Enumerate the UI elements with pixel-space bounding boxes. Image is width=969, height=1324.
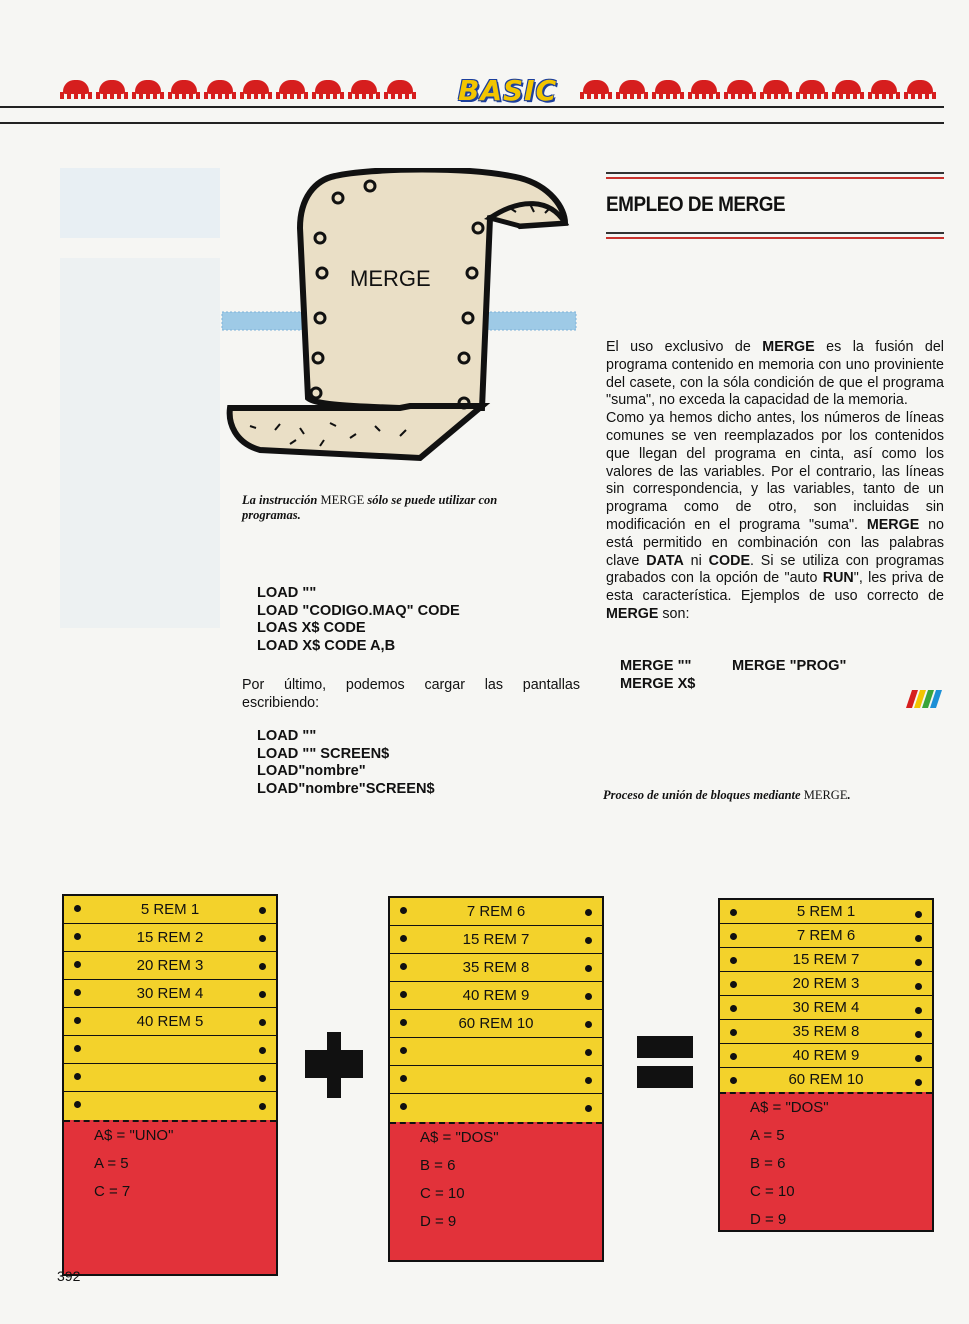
show-through-panel: [60, 168, 220, 238]
program-block-1: [62, 894, 278, 1276]
line-text: 40 REM 9: [462, 987, 530, 1004]
code-line: LOAD "CODIGO.MAQ" CODE: [257, 602, 460, 619]
program-line: [64, 952, 276, 980]
paragraph: El uso exclusivo de MERGE es la fusión del programa contenido en memoria con uno proviniente del casete, con la sóla condición de que el programa "suma", no exceda la capacidad de la memoria.: [606, 339, 944, 409]
scroll-label: MERGE: [350, 266, 431, 291]
program-line: [720, 924, 932, 948]
variable-value: D = 9: [750, 1211, 787, 1228]
program-line: [390, 1010, 602, 1038]
program-line: [390, 954, 602, 982]
program-line: [720, 1020, 932, 1044]
equals-sign-bottom: [637, 1066, 693, 1088]
equals-sign-top: [637, 1036, 693, 1058]
program-line: [720, 1044, 932, 1068]
program-line: [720, 996, 932, 1020]
program-line: [390, 982, 602, 1010]
line-text: 15 REM 2: [136, 929, 204, 946]
plus-sign-horizontal: [305, 1050, 363, 1078]
code-line: LOAS X$ CODE: [257, 620, 366, 637]
variable-value: A = 5: [750, 1127, 785, 1144]
program-line: [720, 972, 932, 996]
program-line: [390, 898, 602, 926]
line-text: 20 REM 3: [136, 957, 204, 974]
code-line: MERGE "PROG": [732, 658, 847, 674]
variable-value: A$ = "UNO": [94, 1127, 174, 1144]
header-bugs-left: [60, 78, 416, 104]
variables-area: [64, 1120, 276, 1274]
program-line: [720, 1068, 932, 1092]
code-line: LOAD"nombre": [257, 763, 366, 780]
spectrum-stripes-icon: [900, 690, 942, 708]
line-text: 35 REM 8: [792, 1023, 860, 1040]
program-line: [390, 926, 602, 954]
program-line: [64, 1036, 276, 1064]
program-lines: [390, 898, 602, 1122]
body-text: [606, 339, 944, 624]
code-line: LOAD X$ CODE A,B: [257, 637, 396, 654]
program-block-2: [388, 896, 604, 1262]
code-line: LOAD "": [257, 585, 317, 601]
line-text: 30 REM 4: [792, 999, 860, 1016]
variable-value: D = 9: [420, 1213, 457, 1230]
variable-value: A = 5: [94, 1155, 129, 1172]
code-block-merge: [620, 658, 920, 693]
line-text: 60 REM 10: [458, 1015, 534, 1032]
line-text: 35 REM 8: [462, 959, 530, 976]
line-text: 40 REM 9: [792, 1047, 860, 1064]
program-line: [64, 924, 276, 952]
variables-area: [390, 1122, 602, 1260]
page-number: 392: [57, 1268, 81, 1284]
merge-scroll-illustration: [220, 168, 580, 468]
variable-value: B = 6: [420, 1157, 456, 1174]
line-text: 7 REM 6: [466, 903, 526, 920]
code-line: LOAD "" SCREEN$: [257, 745, 390, 762]
program-line: [390, 1066, 602, 1094]
header-bugs-right: [580, 78, 936, 104]
code-line: MERGE "": [620, 658, 692, 674]
variables-area: [720, 1092, 932, 1230]
line-text: 20 REM 3: [792, 975, 860, 992]
line-text: 40 REM 5: [136, 1013, 204, 1030]
code-block-screen: [257, 728, 435, 798]
line-text: 60 REM 10: [788, 1071, 864, 1088]
program-line: [720, 900, 932, 924]
variable-value: A$ = "DOS": [750, 1099, 829, 1116]
paragraph-screens: Por último, podemos cargar las pantallas escribiendo:: [242, 677, 580, 711]
program-line: [390, 1094, 602, 1122]
variable-value: C = 10: [420, 1185, 465, 1202]
figure-caption-right: Proceso de unión de bloques mediante MERGE.: [603, 788, 851, 802]
program-block-3: [718, 898, 934, 1232]
line-text: 5 REM 1: [796, 903, 856, 920]
code-line: LOAD "": [257, 728, 317, 744]
show-through-panel: [60, 258, 220, 628]
section-rules-top: [606, 172, 944, 182]
variable-value: C = 10: [750, 1183, 795, 1200]
basic-logo: BASIC: [458, 74, 558, 107]
code-block-load: [257, 585, 460, 655]
program-line: [64, 1008, 276, 1036]
header-rule-bottom: [0, 122, 944, 124]
line-text: 15 REM 7: [792, 951, 860, 968]
program-line: [64, 896, 276, 924]
program-lines: [720, 900, 932, 1092]
paragraph: Como ya hemos dicho antes, los números de líneas comunes se ven reemplazados por los contenidos que llegan del programa en cinta, así como los valores de las variables. Por el contrario, las líneas sin correspondencia, y las variables, tanto de un programa como de otro, son incluidas sin modificación en el programa "suma". MERGE no está permitido en combinación con las palabras clave DATA ni CODE. Si se utiliza con programas grabados con la opción de "auto RUN", les priva de esta característica. Ejemplos de uso correcto de MERGE son:: [606, 410, 945, 622]
program-line: [720, 948, 932, 972]
line-text: 7 REM 6: [796, 927, 856, 944]
program-line: [390, 1038, 602, 1066]
line-text: 15 REM 7: [462, 931, 530, 948]
variable-value: A$ = "DOS": [420, 1129, 499, 1146]
variable-value: B = 6: [750, 1155, 786, 1172]
program-line: [64, 980, 276, 1008]
figure-caption-left: La instrucción MERGE sólo se puede utilizar con programas.: [242, 493, 498, 522]
code-line: LOAD"nombre"SCREEN$: [257, 780, 435, 797]
line-text: 30 REM 4: [136, 985, 204, 1002]
section-rules-bottom: [606, 232, 944, 242]
code-line: MERGE X$: [620, 675, 696, 692]
program-line: [64, 1092, 276, 1120]
line-text: 5 REM 1: [140, 901, 200, 918]
program-lines: [64, 896, 276, 1120]
variable-value: C = 7: [94, 1183, 131, 1200]
section-title: EMPLEO DE MERGE: [606, 193, 786, 216]
program-line: [64, 1064, 276, 1092]
